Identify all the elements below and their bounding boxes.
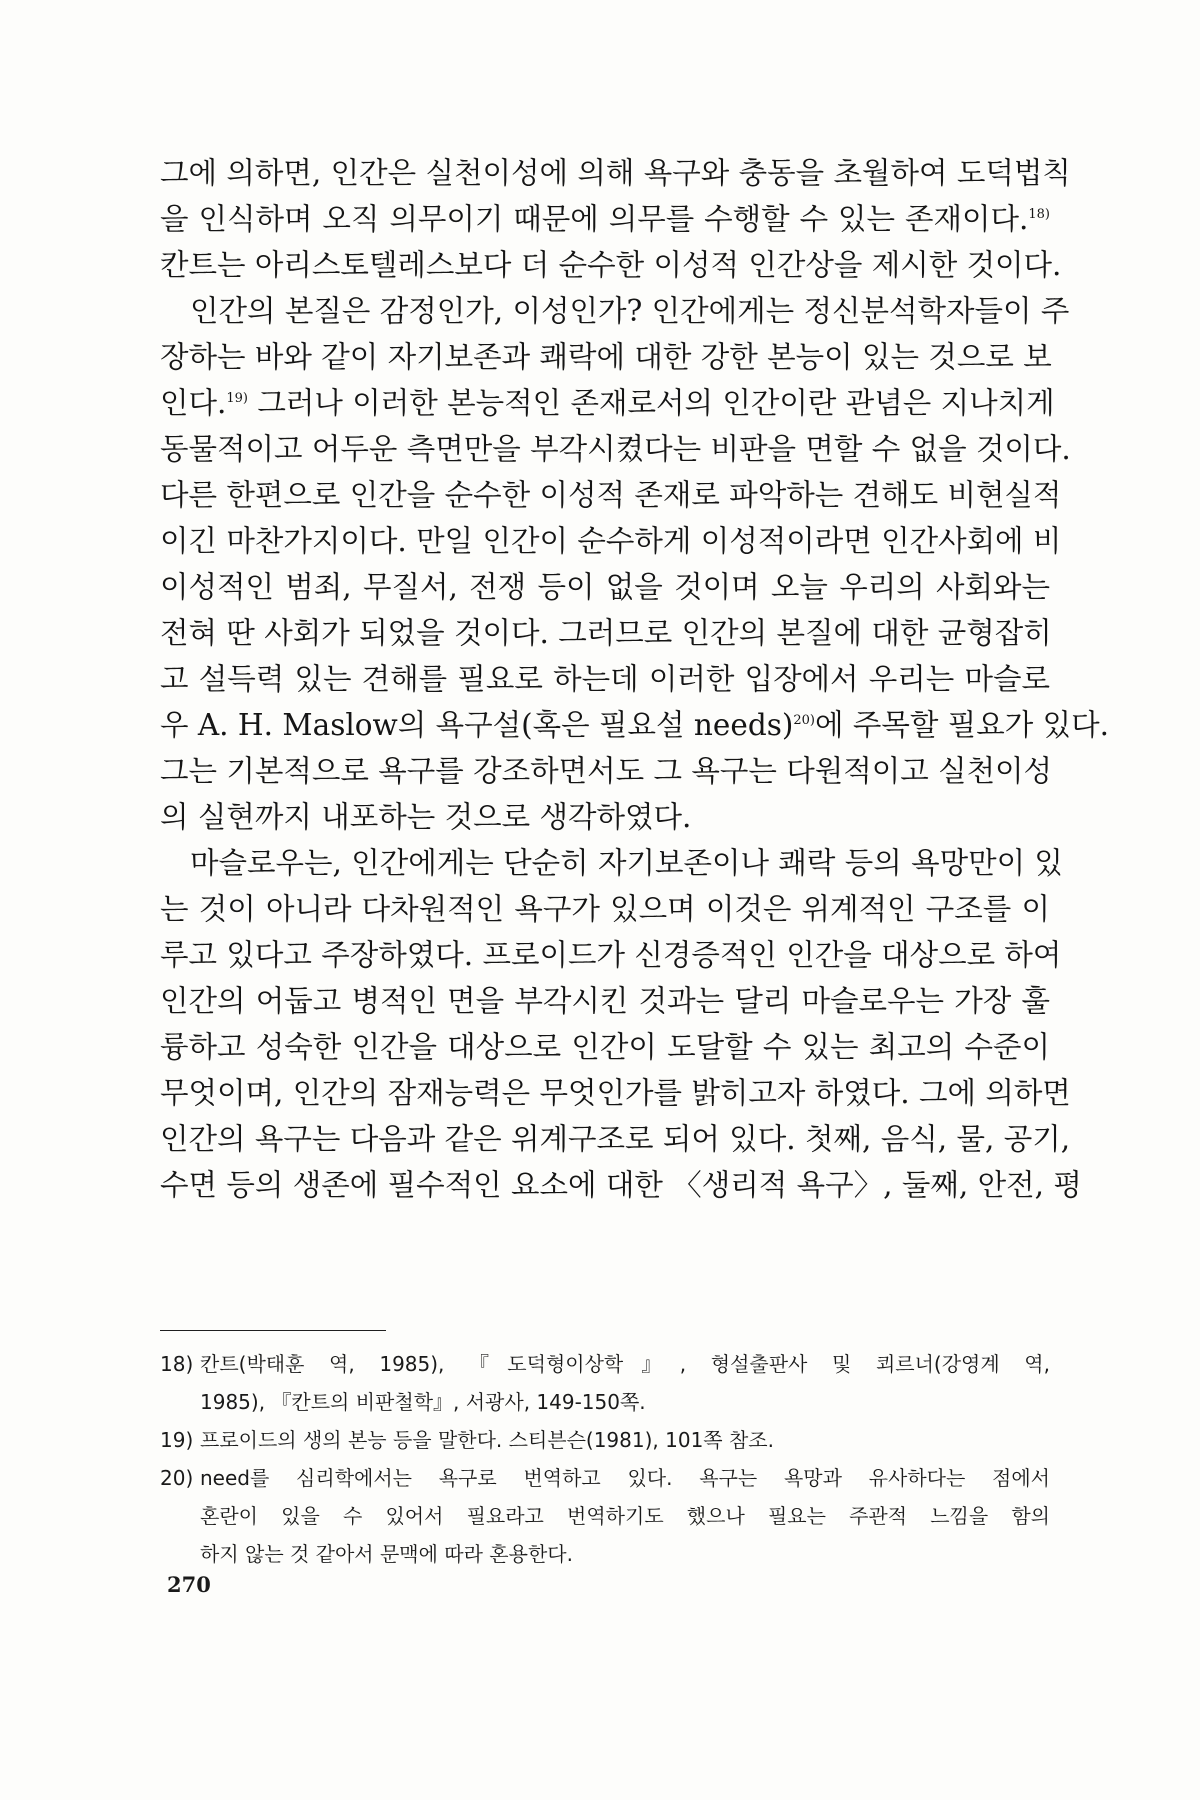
footnote-number: 19) xyxy=(160,1428,194,1452)
footnote-text: 1985), 『칸트의 비판철학』, 서광사, 149-150쪽. xyxy=(200,1390,646,1414)
body-line xyxy=(160,886,1050,932)
footnote-reference: 19) xyxy=(226,391,248,407)
body-line-text: 을 인식하며 오직 의무이기 때문에 의무를 수행할 수 있는 존재이다. xyxy=(160,202,1029,236)
footnote-text: 혼란이 있을 수 있어서 필요라고 번역하기도 했으나 필요는 주관적 느낌을 함의 xyxy=(200,1504,1050,1528)
body-line-text: 고 설득력 있는 견해를 필요로 하는데 이러한 입장에서 우리는 마슬로 xyxy=(160,662,1050,696)
body-line xyxy=(160,150,1071,196)
footnote-number: 18) xyxy=(160,1352,194,1376)
footnote-line xyxy=(160,1345,1050,1383)
body-line-text: 다른 한편으로 인간을 순수한 이성적 존재로 파악하는 견해도 비현실적 xyxy=(160,478,1062,512)
footnote-text: need를 심리학에서는 욕구로 번역하고 있다. 욕구는 욕망과 유사하다는 점에서 xyxy=(200,1466,1050,1490)
footnote-line xyxy=(160,1383,1050,1421)
body-text xyxy=(160,150,1109,1208)
body-line-text: 는 것이 아니라 다차원적인 욕구가 있으며 이것은 위계적인 구조를 이 xyxy=(160,892,1050,926)
body-line xyxy=(160,334,1050,380)
footnote-text: 하지 않는 것 같아서 문맥에 따라 혼용한다. xyxy=(200,1542,573,1566)
footnote-reference: 20) xyxy=(793,713,815,729)
body-line-text: 우 A. H. Maslow의 욕구설(혹은 필요설 needs) xyxy=(160,708,794,742)
body-line xyxy=(160,1070,1071,1116)
body-line xyxy=(160,840,1063,886)
body-line-text: 인간의 욕구는 다음과 같은 위계구조로 되어 있다. 첫째, 음식, 물, 공기, xyxy=(160,1122,1071,1156)
body-line xyxy=(160,1116,1071,1162)
body-line xyxy=(160,426,1071,472)
body-line-text-tail: 그러나 이러한 본능적인 존재로서의 인간이란 관념은 지나치게 xyxy=(248,386,1055,420)
body-line xyxy=(160,794,1050,840)
body-line xyxy=(160,702,1109,748)
footnote-number: 20) xyxy=(160,1466,194,1490)
body-line xyxy=(160,564,1050,610)
body-line xyxy=(160,656,1050,702)
footnote-line xyxy=(160,1459,1050,1497)
body-line xyxy=(160,472,1062,518)
body-line-text: 동물적이고 어두운 측면만을 부각시켰다는 비판을 면할 수 없을 것이다. xyxy=(160,432,1071,466)
page-number: 270 xyxy=(167,1572,211,1597)
body-line xyxy=(160,748,1053,794)
footnote-line xyxy=(160,1497,1050,1535)
body-line xyxy=(160,978,1050,1024)
footnotes xyxy=(160,1345,1050,1573)
body-line-text: 수면 등의 생존에 필수적인 요소에 대한 〈생리적 욕구〉, 둘째, 안전, 평 xyxy=(160,1168,1082,1202)
body-line-text: 칸트는 아리스토텔레스보다 더 순수한 이성적 인간상을 제시한 것이다. xyxy=(160,248,1062,282)
body-line-text: 루고 있다고 주장하였다. 프로이드가 신경증적인 인간을 대상으로 하여 xyxy=(160,938,1062,972)
footnote-text: 칸트(박태훈 역, 1985), 『도덕형이상학』, 형설출판사 및 쾨르너(강영계 역, xyxy=(200,1352,1050,1376)
body-line-text: 마슬로우는, 인간에게는 단순히 자기보존이나 쾌락 등의 욕망만이 있 xyxy=(190,846,1063,880)
body-line xyxy=(160,196,1050,242)
body-line-text: 인다. xyxy=(160,386,227,420)
body-line-text: 그에 의하면, 인간은 실천이성에 의해 욕구와 충동을 초월하여 도덕법칙 xyxy=(160,156,1071,190)
footnote-line xyxy=(160,1421,1050,1459)
footnote-text: 프로이드의 생의 본능 등을 말한다. 스티븐슨(1981), 101쪽 참조. xyxy=(200,1428,774,1452)
footnote-line xyxy=(160,1535,1050,1573)
body-line xyxy=(160,242,1062,288)
footnote-reference: 18) xyxy=(1028,207,1050,223)
body-line-text: 륭하고 성숙한 인간을 대상으로 인간이 도달할 수 있는 최고의 수준이 xyxy=(160,1030,1050,1064)
body-line-text: 이긴 마찬가지이다. 만일 인간이 순수하게 이성적이라면 인간사회에 비 xyxy=(160,524,1062,558)
body-line xyxy=(160,518,1062,564)
body-line-text: 전혀 딴 사회가 되었을 것이다. 그러므로 인간의 본질에 대한 균형잡히 xyxy=(160,616,1052,650)
body-line xyxy=(160,1162,1082,1208)
body-line-text: 장하는 바와 같이 자기보존과 쾌락에 대한 강한 본능이 있는 것으로 보 xyxy=(160,340,1052,374)
body-line xyxy=(160,610,1050,656)
body-line-text-tail: 에 주목할 필요가 있다. xyxy=(814,708,1109,742)
body-line-text: 의 실현까지 내포하는 것으로 생각하였다. xyxy=(160,800,692,834)
body-line-text: 이성적인 범죄, 무질서, 전쟁 등이 없을 것이며 오늘 우리의 사회와는 xyxy=(160,570,1050,604)
body-line-text: 인간의 본질은 감정인가, 이성인가? 인간에게는 정신분석학자들이 주 xyxy=(190,294,1070,328)
body-line-text: 무엇이며, 인간의 잠재능력은 무엇인가를 밝히고자 하였다. 그에 의하면 xyxy=(160,1076,1071,1110)
body-line xyxy=(160,932,1062,978)
footnote-divider xyxy=(160,1330,386,1331)
body-line-text: 그는 기본적으로 욕구를 강조하면서도 그 욕구는 다원적이고 실천이성 xyxy=(160,754,1053,788)
body-line xyxy=(160,380,1055,426)
body-line-text: 인간의 어둡고 병적인 면을 부각시킨 것과는 달리 마슬로우는 가장 훌 xyxy=(160,984,1050,1018)
body-line xyxy=(160,1024,1050,1070)
body-line xyxy=(160,288,1070,334)
